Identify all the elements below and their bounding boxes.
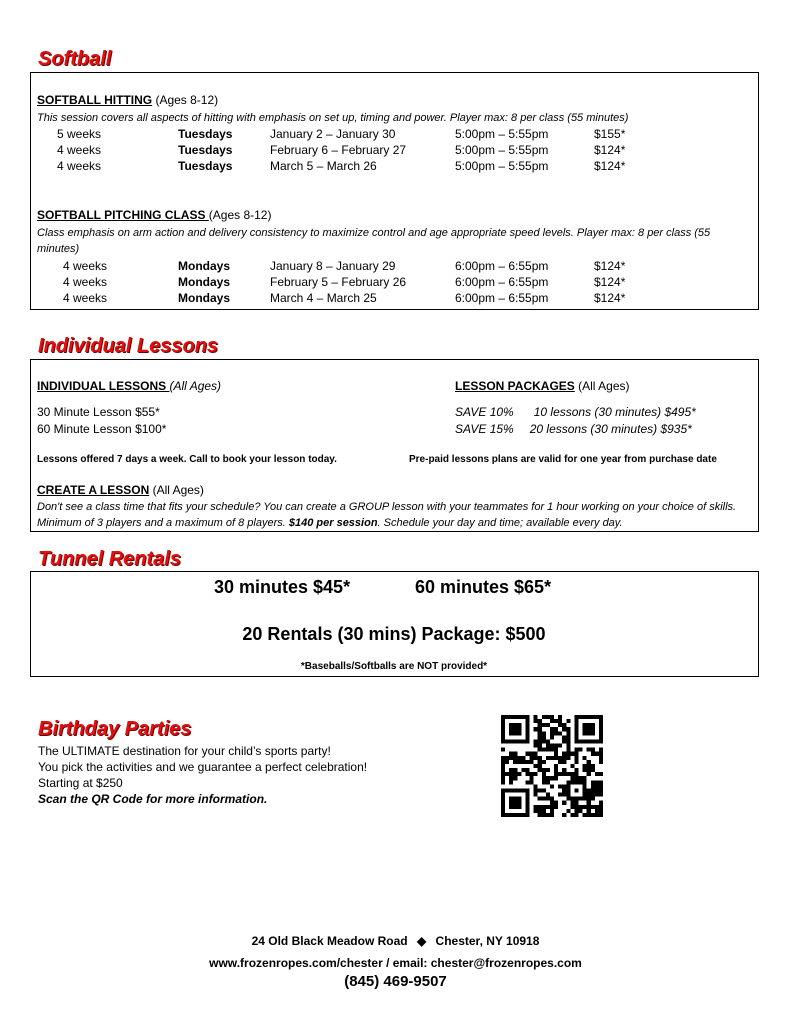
softball-title: Softball	[38, 48, 112, 70]
hitting-description: This session covers all aspects of hitting with emphasis on set up, timing and power. Player max: 8 per class (55 minutes)	[37, 112, 629, 124]
hitting-row	[31, 143, 758, 159]
lessons-name: INDIVIDUAL LESSONS	[37, 379, 170, 393]
hitting-row	[31, 127, 758, 143]
weeks: 4 weeks	[63, 291, 108, 305]
create-price: $140 per session	[288, 517, 378, 529]
package-save: SAVE 10%	[455, 405, 514, 419]
package-10	[455, 405, 696, 419]
time: 5:00pm – 5:55pm	[455, 127, 549, 141]
individual-box	[30, 359, 759, 532]
hitting-header	[37, 93, 218, 107]
footer-address-line	[0, 934, 791, 948]
dates: February 5 – February 26	[270, 275, 407, 289]
price: $124*	[594, 143, 626, 157]
day: Tuesdays	[178, 143, 233, 157]
pitching-ages: (Ages 8-12)	[208, 208, 272, 222]
time: 6:00pm – 6:55pm	[455, 275, 549, 289]
create-text: Don't see a class time that fits your schedule? You can create a GROUP lesson with your teammates for 1 hour working on your choice of skills. Minimum of 3 players and a maximum of 8 players.	[37, 501, 737, 529]
price: $124*	[594, 291, 626, 305]
weeks: 5 weeks	[57, 127, 102, 141]
tunnel-price-60: 60 minutes $65*	[415, 577, 552, 597]
day: Mondays	[178, 259, 231, 273]
dates: January 2 – January 30	[270, 127, 396, 141]
pitching-row	[31, 275, 758, 291]
birthday-line-1: The ULTIMATE destination for your child’s sports party!	[38, 744, 331, 758]
hitting-ages: (Ages 8-12)	[152, 93, 219, 107]
individual-title: Individual Lessons	[38, 335, 219, 357]
diamond-icon: ◆	[416, 934, 427, 948]
weeks: 4 weeks	[63, 259, 108, 273]
pitching-description: Class emphasis on arm action and delivery consistency to maximize control and age appropriate speed levels. Player max: 8 per class (55 minutes)	[37, 227, 711, 255]
time: 5:00pm – 5:55pm	[455, 159, 549, 173]
day: Tuesdays	[178, 159, 233, 173]
footer-city: Chester, NY 10918	[435, 934, 540, 948]
lesson-60: 60 Minute Lesson $100*	[37, 422, 167, 436]
package-detail: 10 lessons (30 minutes) $495*	[533, 405, 696, 419]
price: $124*	[594, 159, 626, 173]
create-description	[37, 499, 752, 531]
birthday-line-3: Starting at $250	[38, 776, 123, 790]
footer-address: 24 Old Black Meadow Road	[251, 934, 408, 948]
birthday-line-2: You pick the activities and we guarantee a perfect celebration!	[38, 760, 368, 774]
package-detail: 20 lessons (30 minutes) $935*	[529, 422, 692, 436]
packages-name: LESSON PACKAGES	[455, 379, 575, 393]
lessons-ages: (All Ages)	[169, 379, 222, 393]
day: Tuesdays	[178, 127, 233, 141]
dates: March 5 – March 26	[270, 159, 377, 173]
footer-web[interactable]: www.frozenropes.com/chester / email: chester@frozenropes.com	[209, 956, 582, 970]
lessons-header	[37, 379, 221, 393]
lesson-30: 30 Minute Lesson $55*	[37, 405, 160, 419]
price: $124*	[594, 275, 626, 289]
weeks: 4 weeks	[57, 143, 102, 157]
packages-ages: (All Ages)	[574, 379, 630, 393]
price: $155*	[594, 127, 626, 141]
hitting-name: SOFTBALL HITTING	[37, 93, 153, 107]
weeks: 4 weeks	[63, 275, 108, 289]
softball-box	[30, 72, 759, 310]
package-save: SAVE 15%	[455, 422, 514, 436]
pitching-row	[31, 259, 758, 275]
tunnel-note: *Baseballs/Softballs are NOT provided*	[300, 661, 488, 672]
time: 6:00pm – 6:55pm	[455, 259, 549, 273]
tunnel-price-30: 30 minutes $45*	[214, 577, 351, 597]
day: Mondays	[178, 275, 231, 289]
tunnel-title: Tunnel Rentals	[38, 548, 181, 570]
pitching-name: SOFTBALL PITCHING CLASS	[37, 208, 209, 222]
qr-code-icon[interactable]	[501, 715, 603, 817]
time: 6:00pm – 6:55pm	[455, 291, 549, 305]
tunnel-box	[30, 571, 759, 677]
dates: February 6 – February 27	[270, 143, 407, 157]
packages-header	[455, 379, 629, 393]
pitching-header	[37, 208, 271, 222]
lessons-note: Lessons offered 7 days a week. Call to book your lesson today.	[37, 454, 337, 465]
create-ages: (All Ages)	[149, 483, 204, 497]
create-header	[37, 483, 204, 497]
birthday-line-4: Scan the QR Code for more information.	[38, 792, 268, 806]
dates: January 8 – January 29	[270, 259, 396, 273]
prepaid-note: Pre-paid lessons plans are valid for one year from purchase date	[409, 454, 717, 465]
footer-phone: (845) 469-9507	[344, 973, 447, 990]
pitching-row	[31, 291, 758, 307]
tunnel-package: 20 Rentals (30 mins) Package: $500	[242, 624, 546, 644]
weeks: 4 weeks	[57, 159, 102, 173]
create-text-end: . Schedule your day and time; available every day.	[377, 517, 623, 529]
birthday-title: Birthday Parties	[38, 718, 192, 740]
hitting-row	[31, 159, 758, 175]
dates: March 4 – March 25	[270, 291, 377, 305]
create-name: CREATE A LESSON	[37, 483, 150, 497]
day: Mondays	[178, 291, 231, 305]
time: 5:00pm – 5:55pm	[455, 143, 549, 157]
package-20	[455, 422, 692, 436]
price: $124*	[594, 259, 626, 273]
